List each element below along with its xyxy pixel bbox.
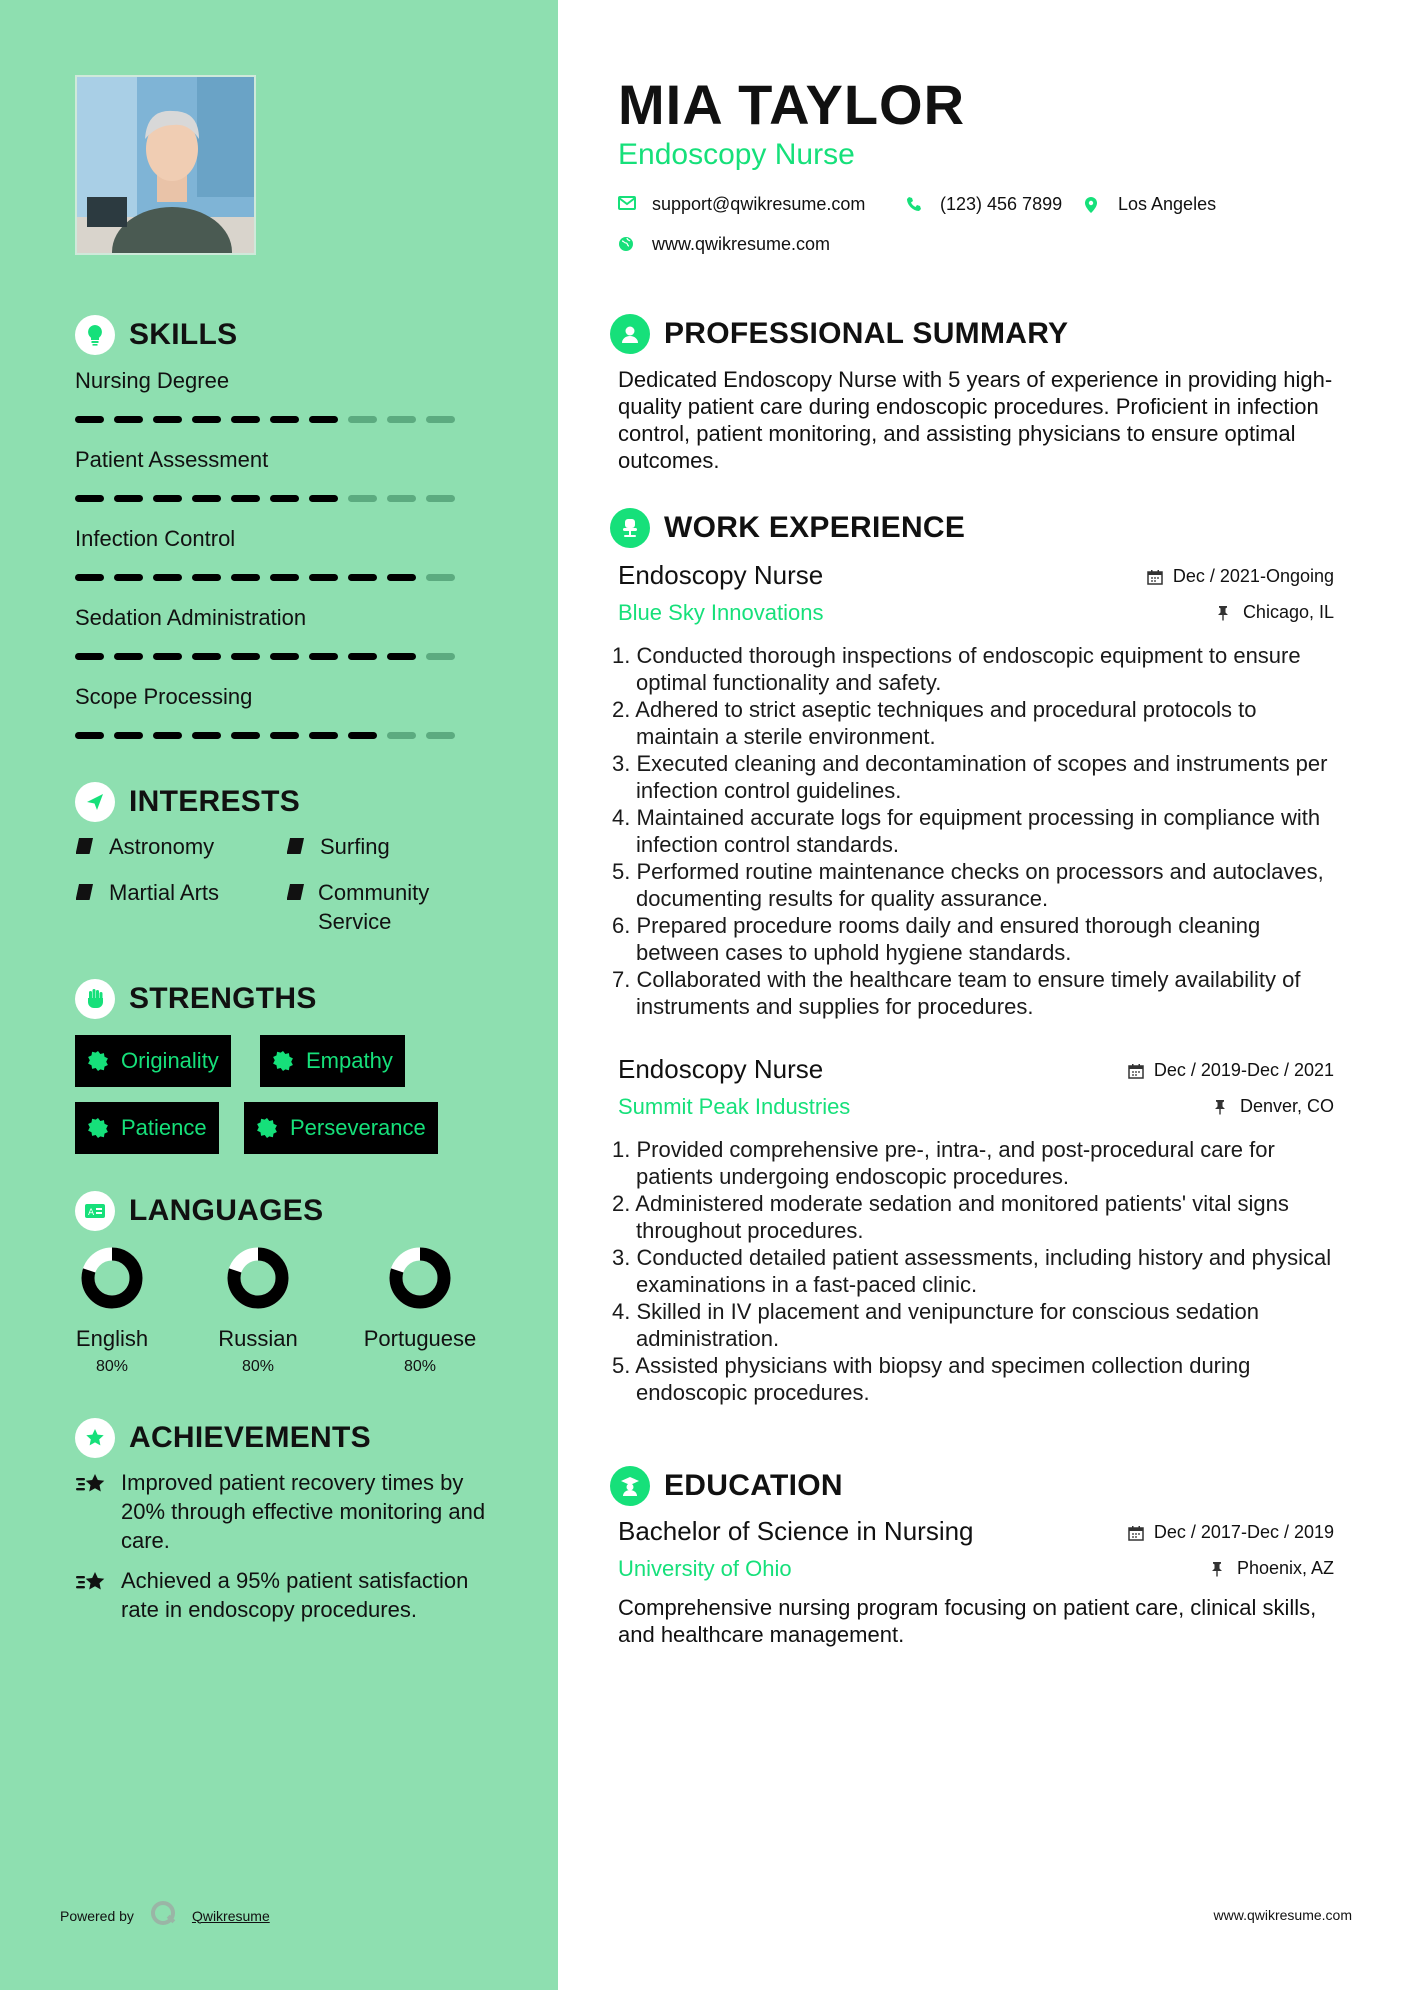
- skill-dot-filled: [270, 574, 299, 581]
- skill-dot-empty: [387, 732, 416, 739]
- skill-dot-filled: [231, 574, 260, 581]
- skill-dot-empty: [387, 495, 416, 502]
- lightbulb-icon: [75, 315, 115, 355]
- skill-dot-filled: [309, 732, 338, 739]
- language-percent: 80%: [95, 1358, 129, 1375]
- list-item: Skilled in IV placement and venipuncture for conscious sedation administration.: [636, 1299, 1259, 1351]
- skill-dot-filled: [231, 653, 260, 660]
- list-item: Executed cleaning and decontamination of scopes and instruments per infection control guidelines.: [636, 751, 1328, 803]
- candidate-role: Endoscopy Nurse: [618, 138, 855, 171]
- skill-dot-filled: [270, 732, 299, 739]
- pushpin-icon: [1211, 1561, 1227, 1577]
- skill-dot-filled: [309, 495, 338, 502]
- job-date: Dec / 2021-Ongoing: [1147, 566, 1334, 587]
- main-content: [558, 0, 1407, 1990]
- education-date: Dec / 2017-Dec / 2019: [1128, 1522, 1334, 1543]
- skill-level-bar: [75, 574, 465, 581]
- achievements-heading: ACHIEVEMENTS: [75, 1418, 371, 1458]
- globe-icon: [618, 236, 636, 254]
- calendar-icon: [1147, 569, 1163, 585]
- paper-plane-icon: [75, 782, 115, 822]
- skill-dot-filled: [75, 416, 104, 423]
- job-responsibilities: [618, 642, 1334, 1020]
- job-company: Summit Peak Industries: [618, 1094, 851, 1119]
- skill-level-bar: [75, 495, 465, 502]
- job-title: Endoscopy Nurse: [618, 1054, 824, 1084]
- contact-phone[interactable]: (123) 456 7899: [906, 194, 1062, 215]
- skills-list: [75, 368, 495, 763]
- interests-section: [75, 782, 300, 822]
- languages-heading: A LANGUAGES: [75, 1191, 323, 1231]
- language-name: English: [75, 1326, 149, 1351]
- powered-by: Powered by Qwikresume: [60, 1900, 270, 1931]
- badge-icon: [87, 1117, 109, 1139]
- contact-website[interactable]: www.qwikresume.com: [618, 234, 830, 255]
- skill-dot-filled: [153, 574, 182, 581]
- qwikresume-logo-icon: [150, 1900, 178, 1931]
- strength-chip: Patience: [75, 1102, 219, 1154]
- skills-section: [75, 315, 237, 355]
- skill-dot-filled: [192, 416, 221, 423]
- graduate-icon: [610, 1466, 650, 1506]
- skill-dot-empty: [426, 416, 455, 423]
- contact-location: Los Angeles: [1084, 194, 1216, 215]
- list-item: Provided comprehensive pre-, intra-, and post-procedural care for patients undergoing endoscopic procedures.: [636, 1137, 1275, 1189]
- badge-icon: [256, 1117, 278, 1139]
- skill-dot-filled: [114, 416, 143, 423]
- contact-email[interactable]: support@qwikresume.com: [618, 194, 865, 215]
- envelope-icon: [618, 196, 636, 214]
- map-pin-icon: [1084, 196, 1102, 214]
- skill-dot-empty: [387, 416, 416, 423]
- skill-dot-filled: [75, 495, 104, 502]
- skill-dot-filled: [75, 653, 104, 660]
- list-item: Assisted physicians with biopsy and specimen collection during endoscopic procedures.: [635, 1353, 1251, 1405]
- fist-icon: [75, 979, 115, 1019]
- list-item: Maintained accurate logs for equipment processing in compliance with infection control standards.: [636, 805, 1321, 857]
- skill-dot-empty: [426, 574, 455, 581]
- skill-dot-filled: [348, 653, 377, 660]
- skill-dot-filled: [231, 495, 260, 502]
- skill-label: Patient Assessment: [75, 447, 269, 472]
- strength-chip: Perseverance: [244, 1102, 438, 1154]
- language-item: [350, 1246, 490, 1376]
- skill-dot-filled: [75, 732, 104, 739]
- summary-section: [610, 314, 1068, 354]
- skill-dot-empty: [426, 653, 455, 660]
- skill-dot-filled: [309, 653, 338, 660]
- skill-dot-filled: [231, 732, 260, 739]
- skill-level-bar: [75, 732, 465, 739]
- office-chair-icon: [610, 508, 650, 548]
- star-badge-icon: [75, 1418, 115, 1458]
- skill-dot-filled: [309, 574, 338, 581]
- language-item: [42, 1246, 182, 1376]
- skill-dot-filled: [114, 495, 143, 502]
- summary-heading: PROFESSIONAL SUMMARY: [610, 314, 1068, 354]
- skill-level-bar: [75, 416, 465, 423]
- book-icon: [286, 878, 306, 901]
- list-item: Conducted detailed patient assessments, including history and physical examinations in a fast-paced clinic.: [636, 1245, 1332, 1297]
- language-donut: [80, 1246, 144, 1310]
- skill-item: [75, 605, 495, 684]
- badge-icon: [272, 1050, 294, 1072]
- skill-dot-filled: [387, 653, 416, 660]
- skill-dot-filled: [153, 416, 182, 423]
- list-item: Performed routine maintenance checks on processors and autoclaves, documenting results for quality assurance.: [636, 859, 1324, 911]
- job-company: Blue Sky Innovations: [618, 600, 824, 625]
- list-item: Conducted thorough inspections of endoscopic equipment to ensure optimal functionality and safety.: [636, 643, 1301, 695]
- education-description: Comprehensive nursing program focusing on patient care, clinical skills, and healthcare management.: [618, 1595, 1317, 1647]
- experience-heading: WORK EXPERIENCE: [610, 508, 965, 548]
- shooting-star-icon: [75, 1566, 111, 1624]
- skill-dot-filled: [114, 732, 143, 739]
- interest-item: Surfing: [286, 832, 390, 861]
- calendar-icon: [1128, 1063, 1144, 1079]
- phone-icon: [906, 196, 924, 214]
- skill-dot-filled: [114, 653, 143, 660]
- school-name: University of Ohio: [618, 1556, 792, 1581]
- candidate-name: MIA TAYLOR: [618, 73, 966, 136]
- interest-item: Martial Arts: [75, 878, 219, 907]
- interest-item: Community Service: [286, 878, 466, 936]
- strength-chip: Originality: [75, 1035, 231, 1087]
- shooting-star-icon: [75, 1468, 111, 1555]
- strengths-heading: STRENGTHS: [75, 979, 317, 1019]
- skill-dot-filled: [387, 574, 416, 581]
- skill-dot-filled: [270, 416, 299, 423]
- skill-dot-filled: [231, 416, 260, 423]
- strength-chip: Empathy: [260, 1035, 405, 1087]
- skill-dot-filled: [153, 495, 182, 502]
- skill-dot-filled: [192, 732, 221, 739]
- book-icon: [286, 832, 308, 855]
- skill-dot-filled: [75, 574, 104, 581]
- language-donut: [226, 1246, 290, 1310]
- footer-url[interactable]: www.qwikresume.com: [1213, 1907, 1352, 1923]
- skill-label: Scope Processing: [75, 684, 253, 709]
- job-location: Denver, CO: [1214, 1096, 1334, 1117]
- skill-label: Sedation Administration: [75, 605, 307, 630]
- qwikresume-link[interactable]: Qwikresume: [191, 1907, 270, 1924]
- language-card-icon: [75, 1191, 115, 1231]
- profile-photo: [75, 75, 256, 255]
- skill-dot-filled: [192, 574, 221, 581]
- skill-dot-empty: [348, 495, 377, 502]
- list-item: Administered moderate sedation and monitored patients' vital signs throughout procedures.: [635, 1191, 1289, 1243]
- user-icon: [610, 314, 650, 354]
- job-date: Dec / 2019-Dec / 2021: [1128, 1060, 1334, 1081]
- language-item: [188, 1246, 328, 1376]
- education-section: [610, 1466, 843, 1506]
- skill-dot-filled: [114, 574, 143, 581]
- achievement-item: Improved patient recovery times by 20% through effective monitoring and care.: [75, 1468, 495, 1555]
- job-entry: [618, 560, 1334, 1020]
- svg-text:A: A: [88, 1208, 95, 1218]
- interest-item: Astronomy: [75, 832, 214, 861]
- skill-dot-empty: [426, 732, 455, 739]
- skill-dot-filled: [270, 495, 299, 502]
- interests-heading: INTERESTS: [75, 782, 300, 822]
- achievements-section: [75, 1418, 371, 1458]
- languages-section: [75, 1191, 323, 1231]
- list-item: Prepared procedure rooms daily and ensured thorough cleaning between cases to uphold hygiene standards.: [636, 913, 1261, 965]
- skill-dot-filled: [348, 574, 377, 581]
- language-donut: [388, 1246, 452, 1310]
- skill-dot-filled: [192, 495, 221, 502]
- job-entry: [618, 1054, 1334, 1414]
- sidebar: [0, 0, 558, 1990]
- book-icon: [75, 832, 97, 855]
- list-item: Adhered to strict aseptic techniques and procedural protocols to maintain a sterile environment.: [635, 697, 1257, 749]
- skill-dot-empty: [348, 416, 377, 423]
- job-title: Endoscopy Nurse: [618, 560, 824, 590]
- skill-level-bar: [75, 653, 465, 660]
- education-entry: [618, 1516, 1334, 1646]
- badge-icon: [87, 1050, 109, 1072]
- education-location: Phoenix, AZ: [1211, 1558, 1334, 1579]
- skill-dot-filled: [153, 653, 182, 660]
- summary-text: Dedicated Endoscopy Nurse with 5 years of experience in providing high-quality patient care during endoscopic procedures. Proficient in infection control, patient monitoring, and assisting physicians to ensure optimal outcomes.: [618, 367, 1333, 473]
- pushpin-icon: [1217, 605, 1233, 621]
- language-name: Russian: [218, 1326, 298, 1351]
- experience-section: [610, 508, 965, 548]
- skill-label: Nursing Degree: [75, 368, 230, 393]
- skill-dot-filled: [348, 732, 377, 739]
- degree-title: Bachelor of Science in Nursing: [618, 1516, 974, 1546]
- skill-item: [75, 368, 495, 447]
- achievement-item: Achieved a 95% patient satisfaction rate in endoscopy procedures.: [75, 1566, 495, 1624]
- skill-dot-filled: [270, 653, 299, 660]
- job-responsibilities: [618, 1136, 1334, 1406]
- pushpin-icon: [1214, 1099, 1230, 1115]
- skill-dot-filled: [192, 653, 221, 660]
- skills-heading: SKILLS: [75, 315, 237, 355]
- skill-item: [75, 447, 495, 526]
- skill-item: [75, 526, 495, 605]
- skill-label: Infection Control: [75, 526, 236, 551]
- language-percent: 80%: [403, 1358, 437, 1375]
- job-location: Chicago, IL: [1217, 602, 1334, 623]
- strengths-section: [75, 979, 317, 1019]
- language-name: Portuguese: [363, 1326, 477, 1351]
- book-icon: [75, 878, 97, 901]
- language-percent: 80%: [241, 1358, 275, 1375]
- list-item: Collaborated with the healthcare team to ensure timely availability of instruments and supplies for procedures.: [636, 967, 1301, 1019]
- calendar-icon: [1128, 1525, 1144, 1541]
- skill-dot-empty: [426, 495, 455, 502]
- skill-item: [75, 684, 495, 763]
- skill-dot-filled: [309, 416, 338, 423]
- skill-dot-filled: [153, 732, 182, 739]
- education-heading: EDUCATION: [610, 1466, 843, 1506]
